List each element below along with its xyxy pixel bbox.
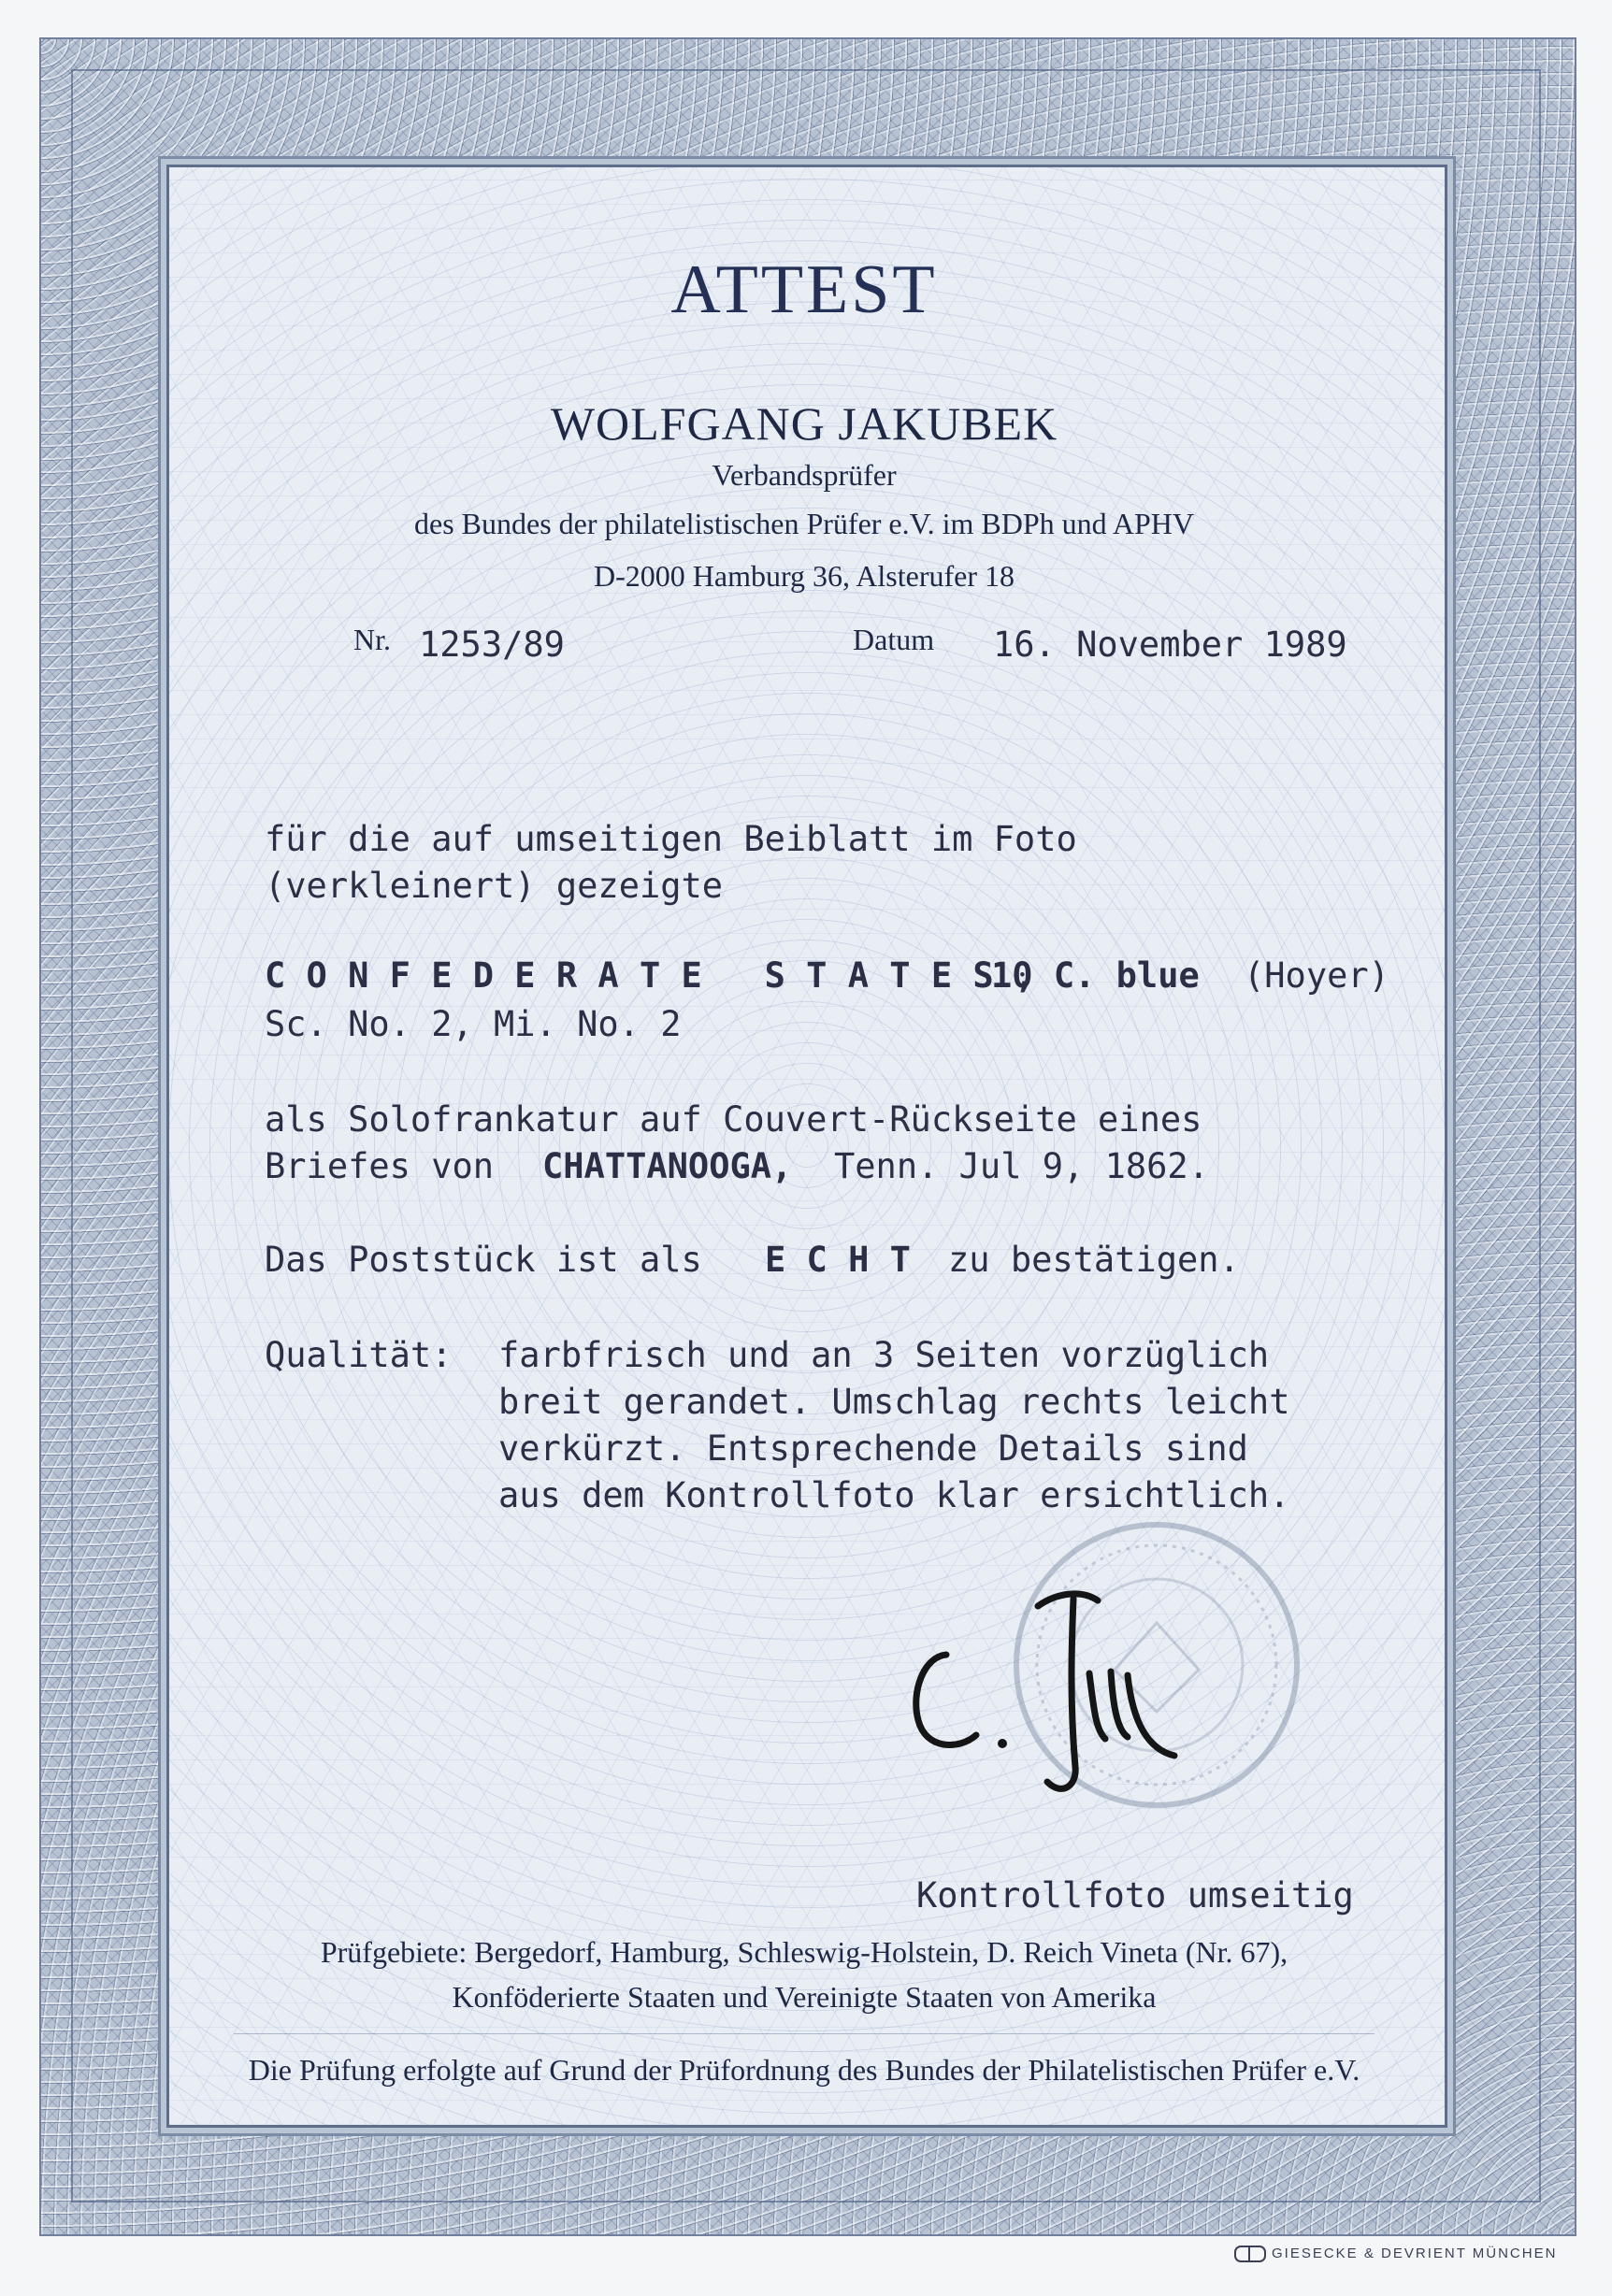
issuer-role: Verbandsprüfer — [712, 458, 897, 492]
certificate-number: 1253/89 — [419, 624, 565, 665]
intro-line-2: (verkleinert) gezeigte — [265, 866, 724, 906]
verdict-suffix: zu bestätigen. — [948, 1240, 1240, 1280]
quality-line: verkürzt. Entsprechende Details sind — [498, 1428, 1248, 1469]
printer-imprint — [1234, 2246, 1557, 2262]
issuer-association: des Bundes der philatelistischen Prüfer e.V. im BDPh und APHV — [413, 507, 1194, 540]
usage-line-1: als Solofrankatur auf Couvert-Rückseite eines — [265, 1099, 1202, 1140]
issuer-address: D-2000 Hamburg 36, Alsterufer 18 — [594, 559, 1015, 593]
usage-line-2-suffix: Tenn. Jul 9, 1862. — [834, 1146, 1209, 1186]
footer-divider — [234, 2033, 1375, 2034]
verdict-prefix: Das Poststück ist als — [265, 1240, 702, 1280]
verdict-word: E C H T — [765, 1240, 911, 1280]
issuer-name: WOLFGANG JAKUBEK — [550, 397, 1058, 450]
usage-city: CHATTANOOGA, — [542, 1146, 793, 1186]
usage-line-2-prefix: Briefes von — [265, 1146, 495, 1186]
scope-line-2: Konföderierte Staaten und Vereinigte Staaten von Amerika — [452, 1980, 1157, 2014]
date-label: Datum — [853, 623, 935, 656]
quality-line: aus dem Kontrollfoto klar ersichtlich. — [498, 1475, 1290, 1515]
printer-logo-icon — [1234, 2246, 1266, 2262]
quality-label: Qualität: — [265, 1335, 453, 1375]
signature — [898, 1552, 1234, 1804]
quality-line: breit gerandet. Umschlag rechts leicht — [498, 1382, 1290, 1422]
quality-line: farbfrisch und an 3 Seiten vorzüglich — [498, 1335, 1270, 1375]
certificate-date: 16. November 1989 — [993, 624, 1347, 665]
stamp-name: C O N F E D E R A T E S T A T E S , — [265, 955, 1036, 996]
stamp-variant: (Hoyer) — [1244, 955, 1389, 996]
catalog-numbers: Sc. No. 2, Mi. No. 2 — [265, 1004, 682, 1044]
certificate-title: ATTEST — [670, 251, 938, 328]
scope-line-1: Prüfgebiete: Bergedorf, Hamburg, Schleswig-Holstein, D. Reich Vineta (Nr. 67), — [320, 1935, 1288, 1969]
intro-line-1: für die auf umseitigen Beiblatt im Foto — [265, 819, 1077, 859]
printer-name: GIESECKE & DEVRIENT MÜNCHEN — [1272, 2246, 1558, 2261]
photo-note: Kontrollfoto umseitig — [916, 1875, 1354, 1916]
number-label: Nr. — [353, 623, 391, 656]
stamp-value: 10 C. blue — [991, 955, 1200, 996]
legal-note: Die Prüfung erfolgte auf Grund der Prüfordnung des Bundes der Philatelistischen Prüfer e.V. — [248, 2053, 1360, 2087]
